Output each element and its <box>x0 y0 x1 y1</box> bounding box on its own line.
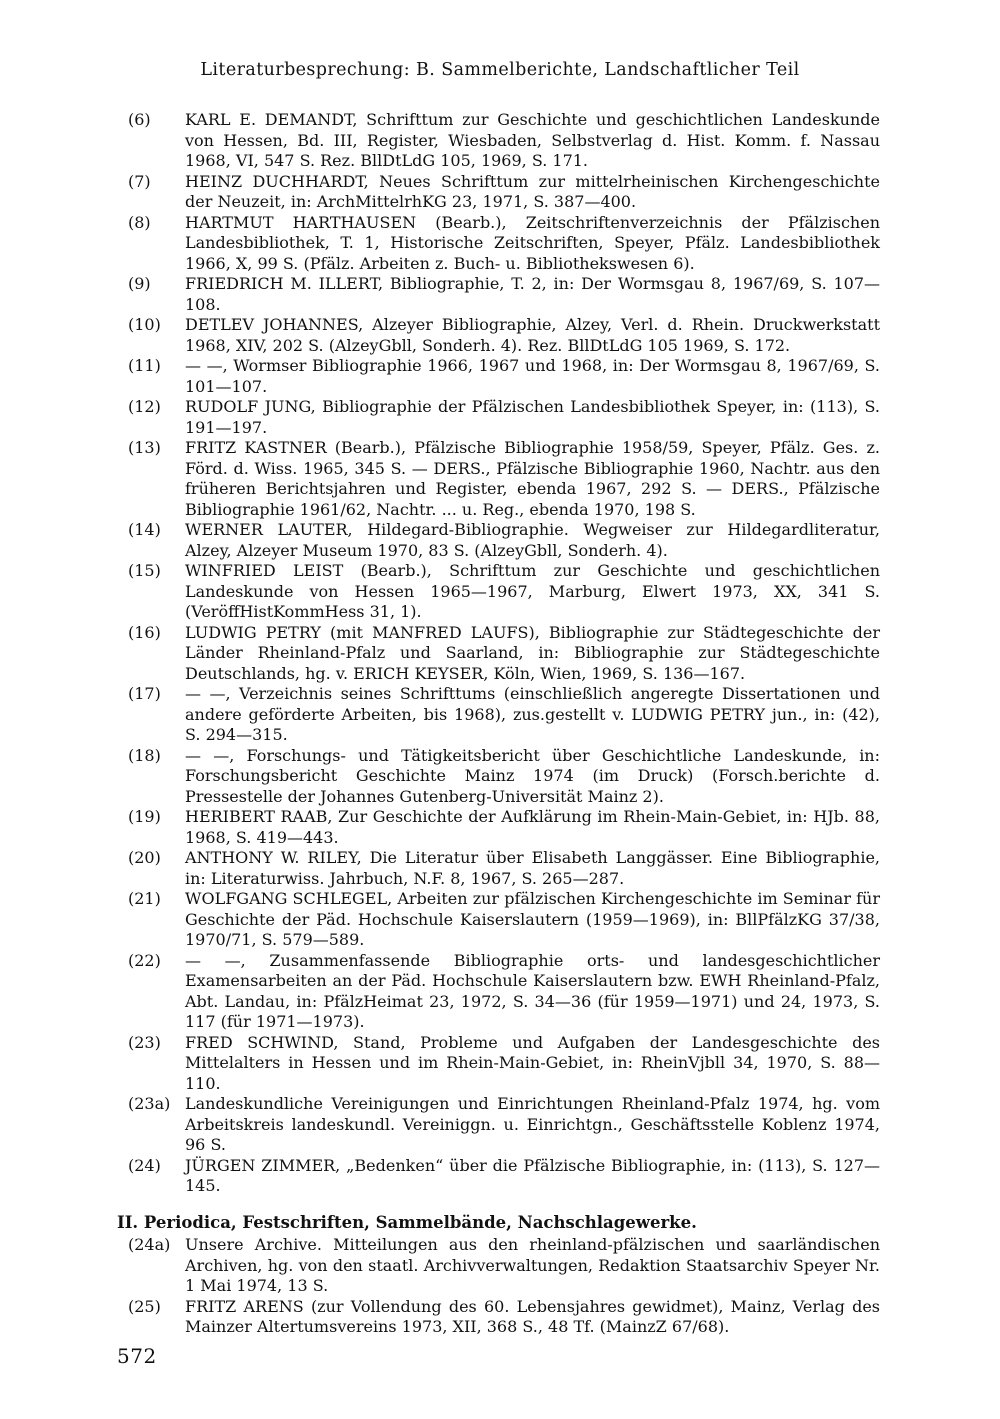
running-header: Literaturbesprechung: B. Sammelberichte, Landschaftlicher Teil <box>200 60 800 80</box>
reference-text: HERIBERT RAAB, Zur Geschichte der Aufklärung im Rhein-Main-Gebiet, in: HJb. 88, 1968, S. 419—443. <box>185 807 880 847</box>
reference-entry <box>128 213 880 275</box>
reference-number: (9) <box>128 274 151 293</box>
reference-entry <box>128 1297 880 1338</box>
reference-number: (21) <box>128 889 161 908</box>
reference-entry <box>128 848 880 889</box>
reference-text: — —, Zusammenfassende Bibliographie orts- und landesgeschichtlicher Examensarbeiten an der Päd. Hochschule Kaiserslautern bzw. EWH Rheinland-Pfalz, Abt. Landau, in: PfälzHeimat 23, 1972, S. 34—36 (für 1959—1971) und 24, 1973, S. 117 (für 1971—1973). <box>185 950 880 1031</box>
reference-number: (23a) <box>128 1094 171 1113</box>
section-gap <box>128 1197 880 1213</box>
reference-entry <box>128 1156 880 1197</box>
reference-number: (8) <box>128 212 151 232</box>
reference-text: DETLEV JOHANNES, Alzeyer Bibliographie, Alzey, Verl. d. Rhein. Druckwerkstatt 1968, XIV, 202 S. (AlzeyGbll, Sonderh. 4). Rez. BllDtLdG 105 1969, S. 172. <box>185 315 880 355</box>
reference-entry <box>128 684 880 746</box>
reference-number: (23) <box>128 1032 161 1052</box>
reference-text: HEINZ DUCHHARDT, Neues Schrifttum zur mittelrheinischen Kirchengeschichte der Neuzeit, in: ArchMittelrhKG 23, 1971, S. 387—400. <box>185 171 880 211</box>
reference-list <box>117 110 880 1338</box>
reference-text: — —, Forschungs- und Tätigkeitsbericht über Geschichtliche Landeskunde, in: Forschungsbericht Geschichte Mainz 1974 (im Druck) (Forsch.berichte d. Pressestelle der Johannes Gutenberg-Universität Mainz 2). <box>185 745 880 806</box>
section-ii-references <box>128 1235 880 1338</box>
reference-number: (16) <box>128 622 161 642</box>
reference-text: FRITZ ARENS (zur Vollendung des 60. Lebensjahres gewidmet), Mainz, Verlag des Mainzer Altertumsvereins 1973, XII, 368 S., 48 Tf. (MainzZ 67/68). <box>185 1296 880 1336</box>
page-number: 572 <box>117 1344 157 1368</box>
reference-text: WERNER LAUTER, Hildegard-Bibliographie. Wegweiser zur Hildegardliteratur, Alzey, Alzeyer Museum 1970, 83 S. (AlzeyGbll, Sonderh. 4). <box>185 520 880 560</box>
reference-entry <box>128 623 880 685</box>
reference-entry <box>128 1033 880 1095</box>
reference-text: FRITZ KASTNER (Bearb.), Pfälzische Bibliographie 1958/59, Speyer, Pfälz. Ges. z. Förd. d. Wiss. 1965, 345 S. — DERS., Pfälzische Bibliographie 1960, Nachtr. aus den früheren Berichtsjahren und Register, ebenda 1967, 292 S. — DERS., Pfälzische Bibliographie 1961/62, Nachtr. ... u. Reg., ebenda 1970, 198 S. <box>185 438 880 519</box>
reference-entry <box>128 438 880 520</box>
reference-text: JÜRGEN ZIMMER, „Bedenken“ über die Pfälzische Bibliographie, in: (113), S. 127—145. <box>185 1155 880 1195</box>
reference-text: WOLFGANG SCHLEGEL, Arbeiten zur pfälzischen Kirchengeschichte im Seminar für Geschichte der Päd. Hochschule Kaiserslautern (1959—1969), in: BllPfälzKG 37/38, 1970/71, S. 579—589. <box>185 889 880 949</box>
reference-number: (22) <box>128 950 161 970</box>
reference-text: FRIEDRICH M. ILLERT, Bibliographie, T. 2, in: Der Wormsgau 8, 1967/69, S. 107—108. <box>185 274 880 314</box>
reference-text: — —, Wormser Bibliographie 1966, 1967 und 1968, in: Der Wormsgau 8, 1967/69, S. 101—107. <box>185 356 880 396</box>
reference-number: (18) <box>128 745 161 765</box>
reference-number: (19) <box>128 807 161 826</box>
reference-text: HARTMUT HARTHAUSEN (Bearb.), Zeitschriftenverzeichnis der Pfälzischen Landesbibliothek, T. 1, Historische Zeitschriften, Speyer, Pfälz. Landesbibliothek 1966, X, 99 S. (Pfälz. Arbeiten z. Buch- u. Bibliothekswesen 6). <box>185 212 880 273</box>
reference-entry <box>128 561 880 623</box>
reference-number: (6) <box>128 110 151 129</box>
reference-entry <box>128 397 880 438</box>
reference-number: (24) <box>128 1155 161 1175</box>
reference-entry <box>128 746 880 808</box>
reference-number: (24a) <box>128 1235 171 1254</box>
reference-number: (11) <box>128 356 161 375</box>
reference-entry <box>128 274 880 315</box>
reference-number: (17) <box>128 684 161 703</box>
reference-entry <box>128 889 880 951</box>
reference-entry <box>128 807 880 848</box>
section-ii-heading: II. Periodica, Festschriften, Sammelbände, Nachschlagewerke. <box>117 1212 697 1232</box>
reference-text: WINFRIED LEIST (Bearb.), Schrifttum zur Geschichte und geschichtlichen Landeskunde von Hessen 1965—1967, Marburg, Elwert 1973, XX, 341 S. (VeröffHistKommHess 31, 1). <box>185 561 880 621</box>
reference-text: FRED SCHWIND, Stand, Probleme und Aufgaben der Landesgeschichte des Mittelalters in Hessen und im Rhein-Main-Gebiet, in: RheinVjbll 34, 1970, S. 88—110. <box>185 1032 880 1093</box>
reference-entry <box>128 520 880 561</box>
reference-number: (12) <box>128 397 161 416</box>
reference-number: (13) <box>128 438 161 457</box>
reference-number: (20) <box>128 848 161 867</box>
reference-entry <box>128 951 880 1033</box>
reference-number: (10) <box>128 315 161 334</box>
reference-number: (14) <box>128 520 161 539</box>
reference-number: (15) <box>128 561 161 580</box>
section-i-references <box>128 110 880 1197</box>
reference-text: LUDWIG PETRY (mit MANFRED LAUFS), Bibliographie zur Städtegeschichte der Länder Rheinland-Pfalz und Saarland, in: Bibliographie zur Städtegeschichte Deutschlands, hg. v. ERICH KEYSER, Köln, Wien, 1969, S. 136—167. <box>185 622 880 683</box>
reference-entry <box>128 315 880 356</box>
reference-text: Unsere Archive. Mitteilungen aus den rheinland-pfälzischen und saarländischen Archiven, hg. von den staatl. Archivverwaltungen, Redaktion Staatsarchiv Speyer Nr. 1 Mai 1974, 13 S. <box>185 1235 880 1295</box>
reference-text: RUDOLF JUNG, Bibliographie der Pfälzischen Landesbibliothek Speyer, in: (113), S. 191—197. <box>185 397 880 437</box>
reference-number: (7) <box>128 171 151 191</box>
reference-entry <box>128 172 880 213</box>
reference-entry <box>128 1094 880 1156</box>
reference-entry <box>128 1235 880 1297</box>
reference-text: — —, Verzeichnis seines Schrifttums (einschließlich angeregte Dissertationen und andere geförderte Arbeiten, bis 1968), zus.gestellt v. LUDWIG PETRY jun., in: (42), S. 294—315. <box>185 684 880 744</box>
reference-text: Landeskundliche Vereinigungen und Einrichtungen Rheinland-Pfalz 1974, hg. vom Arbeitskreis landeskundl. Vereiniggn. u. Einrichtgn., Geschäftsstelle Koblenz 1974, 96 S. <box>185 1094 880 1154</box>
reference-entry <box>128 110 880 172</box>
reference-text: ANTHONY W. RILEY, Die Literatur über Elisabeth Langgässer. Eine Bibliographie, in: Literaturwiss. Jahrbuch, N.F. 8, 1967, S. 265—287. <box>185 848 880 888</box>
reference-number: (25) <box>128 1296 161 1316</box>
reference-text: KARL E. DEMANDT, Schrifttum zur Geschichte und geschichtlichen Landeskunde von Hessen, Bd. III, Register, Wiesbaden, Selbstverlag d. Hist. Komm. f. Nassau 1968, VI, 547 S. Rez. BllDtLdG 105, 1969, S. 171. <box>185 110 880 170</box>
reference-entry <box>128 356 880 397</box>
